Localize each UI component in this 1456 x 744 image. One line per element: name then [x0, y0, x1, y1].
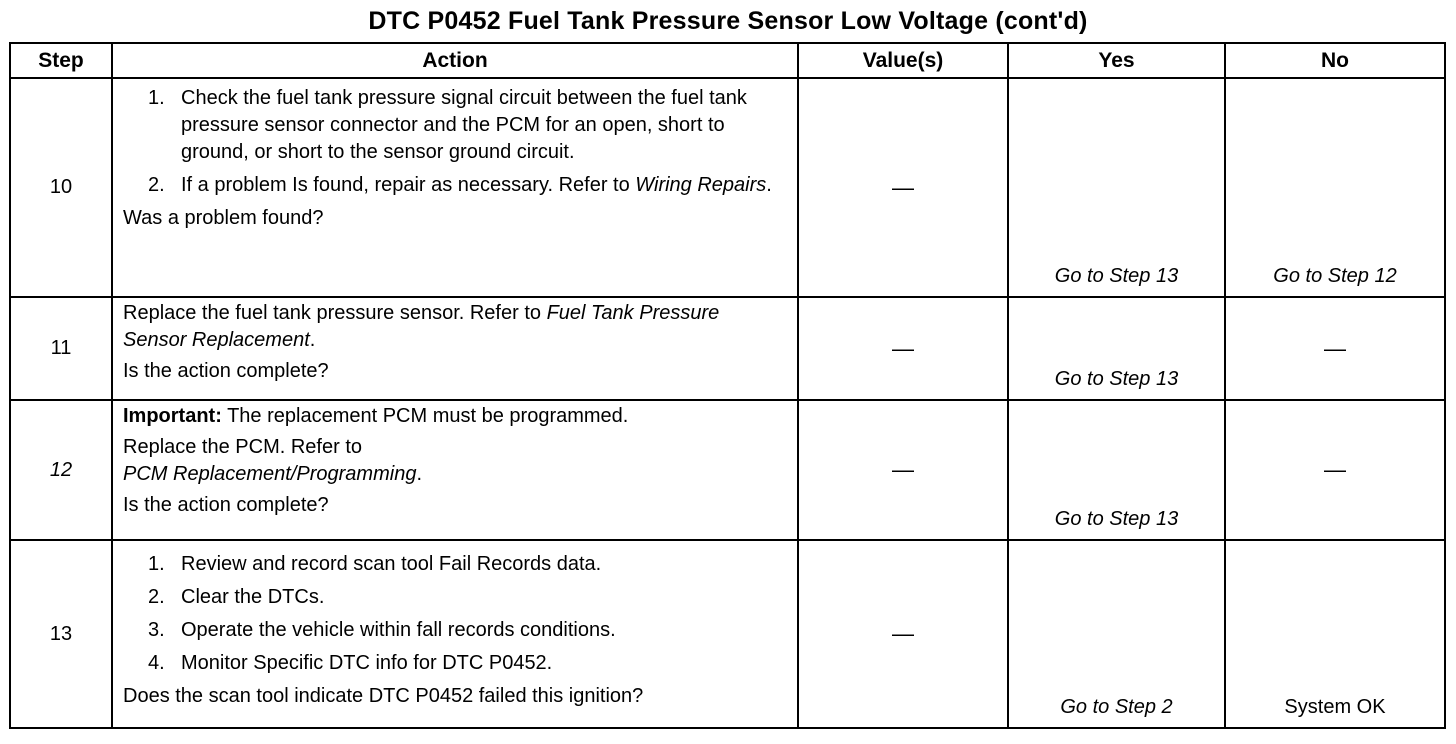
no-cell: — — [1225, 400, 1445, 540]
important-text: The replacement PCM must be programmed. — [221, 405, 629, 427]
diagnostic-table — [9, 42, 1446, 729]
table-row — [10, 540, 1445, 728]
value-cell: — — [798, 297, 1008, 400]
list-number: 1. — [148, 87, 165, 109]
yes-cell: Go to Step 13 — [1008, 400, 1225, 540]
question-text: Is the action complete? — [123, 360, 329, 382]
action-text — [123, 300, 787, 354]
list-text: Check the fuel tank pressure signal circuit between the fuel tank pressure sensor connector and the PCM for an open, short to ground, or short to the sensor ground circuit. — [181, 87, 747, 163]
action-text — [123, 434, 787, 488]
list-number: 3. — [148, 619, 165, 641]
list-item — [123, 617, 787, 644]
important-label: Important: — [123, 405, 222, 427]
action-list — [123, 85, 787, 199]
question-text: Is the action complete? — [123, 494, 329, 516]
table-header-row — [10, 43, 1445, 78]
list-text: If a problem Is found, repair as necessary. Refer to — [181, 174, 636, 196]
question-text: Was a problem found? — [123, 207, 324, 229]
list-number: 2. — [148, 174, 165, 196]
list-item — [123, 584, 787, 611]
list-item — [123, 551, 787, 578]
list-text: Operate the vehicle within fall records conditions. — [181, 619, 616, 641]
action-cell — [112, 297, 798, 400]
no-cell: — — [1225, 297, 1445, 400]
value-cell: — — [798, 540, 1008, 728]
action-list — [123, 551, 787, 677]
list-item — [123, 85, 787, 166]
action-text-tail: . — [309, 329, 316, 351]
question-text: Does the scan tool indicate DTC P0452 failed this ignition? — [123, 685, 644, 707]
step-number: 12 — [10, 400, 112, 540]
action-cell — [112, 540, 798, 728]
header-values: Value(s) — [798, 43, 1008, 78]
value-cell: — — [798, 78, 1008, 297]
action-cell — [112, 400, 798, 540]
reference-link[interactable]: Fuel Tank Pressure Sensor Replacement — [123, 302, 720, 351]
list-item — [123, 172, 787, 199]
step-number: 13 — [10, 540, 112, 728]
step-number: 10 — [10, 78, 112, 297]
no-cell: System OK — [1225, 540, 1445, 728]
list-number: 4. — [148, 652, 165, 674]
reference-link[interactable]: Wiring Repairs — [635, 174, 767, 196]
value-cell: — — [798, 400, 1008, 540]
list-text: Monitor Specific DTC info for DTC P0452. — [181, 652, 553, 674]
list-text: Review and record scan tool Fail Records data. — [181, 553, 602, 575]
important-note — [123, 403, 787, 430]
list-text-tail: . — [766, 174, 772, 196]
action-text-tail: . — [416, 463, 422, 485]
action-text-body: Replace the PCM. Refer to — [123, 436, 362, 458]
list-item — [123, 650, 787, 677]
step-number: 11 — [10, 297, 112, 400]
no-cell: Go to Step 12 — [1225, 78, 1445, 297]
page-title: DTC P0452 Fuel Tank Pressure Sensor Low Voltage (cont'd) — [368, 7, 1088, 35]
table-row — [10, 297, 1445, 400]
table-row — [10, 78, 1445, 297]
table-row — [10, 400, 1445, 540]
list-text: Clear the DTCs. — [181, 586, 325, 608]
header-step: Step — [10, 43, 112, 78]
action-text-body: Replace the fuel tank pressure sensor. Refer to — [123, 302, 547, 324]
list-number: 2. — [148, 586, 165, 608]
yes-cell: Go to Step 13 — [1008, 78, 1225, 297]
header-action: Action — [112, 43, 798, 78]
header-no: No — [1225, 43, 1445, 78]
action-cell — [112, 78, 798, 297]
yes-cell: Go to Step 2 — [1008, 540, 1225, 728]
yes-cell: Go to Step 13 — [1008, 297, 1225, 400]
header-yes: Yes — [1008, 43, 1225, 78]
reference-link[interactable]: PCM Replacement/Programming — [123, 463, 417, 485]
list-number: 1. — [148, 553, 165, 575]
